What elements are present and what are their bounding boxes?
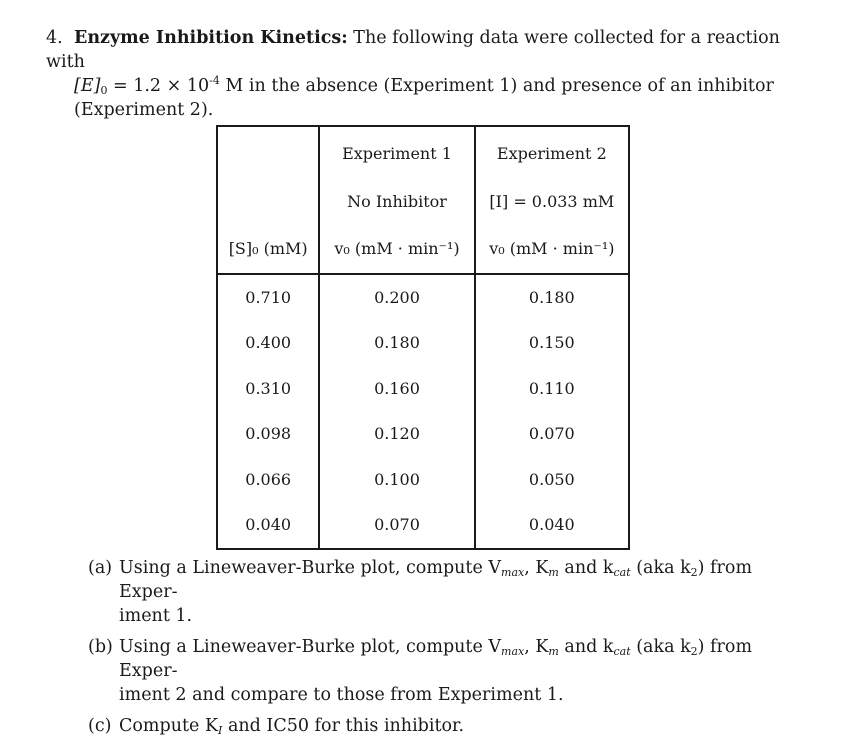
- table-row: [217, 457, 629, 503]
- substrate-cell: 0.098: [217, 411, 319, 457]
- rate-exp2-cell: 0.050: [528, 469, 575, 489]
- part-text-segment: (aka k: [630, 637, 691, 657]
- problem-line-3: (Experiment 2).: [74, 100, 214, 120]
- part-subscript: cat: [613, 566, 631, 579]
- experiment-1-header: Experiment 1: [319, 126, 474, 179]
- question-part-b: [88, 635, 778, 707]
- substrate-cell: 0.040: [217, 502, 319, 549]
- table-row: [217, 502, 629, 549]
- part-text-segment: Using a Lineweaver-Burke plot, compute V: [119, 558, 502, 578]
- part-subscript: cat: [613, 645, 631, 658]
- table-row: [217, 320, 629, 366]
- part-subscript: max: [501, 645, 525, 658]
- table-row: [217, 274, 629, 321]
- enzyme-symbol: [E]: [74, 76, 101, 96]
- part-label: (a): [88, 558, 113, 578]
- kinetics-data-table: [216, 125, 630, 550]
- table-column-headers: [217, 225, 629, 274]
- part-subscript: 2: [690, 566, 698, 579]
- part-subscript: m: [548, 566, 559, 579]
- part-text: [119, 556, 778, 628]
- part-text-segment: and k: [558, 637, 614, 657]
- problem-intro-1: The following data were collected for a reaction with: [46, 28, 780, 72]
- table-header-cell: [217, 179, 319, 225]
- part-text-segment: Using a Lineweaver-Burke plot, compute V: [119, 637, 502, 657]
- rate-exp1-cell: 0.070: [319, 502, 474, 549]
- substrate-cell: 0.710: [217, 274, 319, 321]
- part-subscript: m: [548, 645, 559, 658]
- table-header-cell: [217, 126, 319, 179]
- rate-exp1-cell: 0.120: [319, 411, 474, 457]
- part-text-segment: , K: [524, 558, 549, 578]
- part-text-segment: ) from Exper-: [119, 637, 753, 681]
- question-parts: [88, 556, 778, 745]
- part-text-segment: (aka k: [630, 558, 691, 578]
- part-text-segment: and IC50 for this inhibitor.: [222, 716, 465, 736]
- problem-line-2: [46, 74, 781, 98]
- rate-exp2-cell: 0.150: [528, 333, 575, 353]
- part-text-segment: ) from Exper-: [119, 558, 753, 602]
- substrate-column-header: [S]₀ (mM): [217, 225, 319, 274]
- question-part-a: [88, 556, 778, 628]
- enzyme-equals: = 1.2 × 10: [107, 76, 210, 96]
- experiment-2-header: Experiment 2: [496, 143, 607, 163]
- part-text-segment: Compute K: [119, 716, 219, 736]
- rate-exp1-cell: 0.200: [319, 274, 474, 321]
- no-inhibitor-label: No Inhibitor: [319, 179, 474, 225]
- question-part-c: [88, 714, 778, 738]
- part-text-segment: iment 2 and compare to those from Experiment 1.: [119, 685, 564, 705]
- rate-exp2-column-header: v₀ (mM · min⁻¹): [475, 225, 629, 274]
- part-text: [119, 714, 778, 738]
- part-text-segment: , K: [524, 637, 549, 657]
- problem-intro-2: M in the absence (Experiment 1) and presence of an inhibitor: [219, 76, 774, 96]
- rate-exp2-cell: 0.110: [528, 378, 575, 398]
- problem-title: Enzyme Inhibition Kinetics:: [74, 28, 348, 48]
- table-header-row-1: [217, 126, 629, 179]
- table-row: [217, 366, 629, 412]
- part-subscript: max: [501, 566, 525, 579]
- problem-number: 4.: [46, 28, 63, 48]
- rate-exp1-column-header: v₀ (mM · min⁻¹): [319, 225, 474, 274]
- problem-line-1: [46, 26, 781, 74]
- rate-exp2-cell: 0.040: [528, 515, 575, 535]
- inhibitor-concentration-label: [I] = 0.033 mM: [489, 192, 615, 212]
- rate-exp1-cell: 0.180: [319, 320, 474, 366]
- enzyme-exponent: -4: [209, 74, 220, 87]
- part-label: (b): [88, 637, 113, 657]
- part-text-segment: and k: [558, 558, 614, 578]
- rate-exp1-cell: 0.160: [319, 366, 474, 412]
- rate-exp2-cell: 0.070: [528, 424, 575, 444]
- substrate-cell: 0.066: [217, 457, 319, 503]
- part-subscript: I: [218, 724, 223, 737]
- table-header-row-2: [217, 179, 629, 225]
- part-text-segment: iment 1.: [119, 606, 193, 626]
- rate-exp2-cell: 0.180: [528, 287, 575, 307]
- problem-statement: [46, 26, 781, 122]
- rate-exp1-cell: 0.100: [319, 457, 474, 503]
- part-text: [119, 635, 778, 707]
- substrate-cell: 0.400: [217, 320, 319, 366]
- enzyme-subscript: 0: [100, 84, 108, 97]
- substrate-cell: 0.310: [217, 366, 319, 412]
- part-subscript: 2: [690, 645, 698, 658]
- table-row: [217, 411, 629, 457]
- part-label: (c): [88, 716, 112, 736]
